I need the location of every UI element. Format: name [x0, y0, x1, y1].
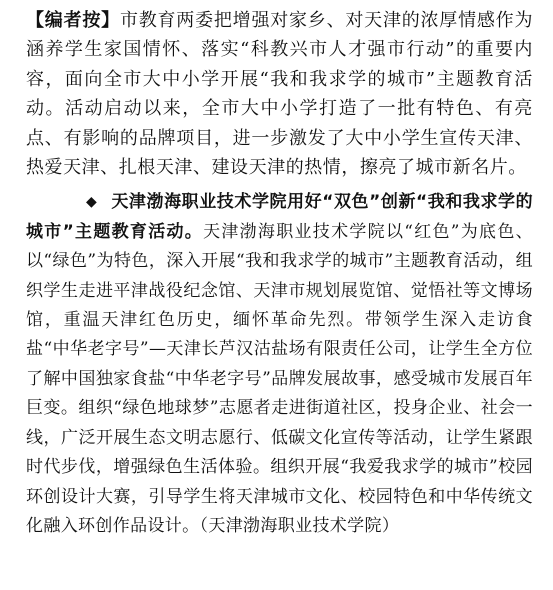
editor-note-tag: 【编者按】: [26, 10, 120, 31]
diamond-bullet-icon: ◆: [86, 194, 98, 211]
section-body-text: 天津渤海职业技术学院以“红色”为底色、以“绿色”为特色，深入开展“我和我求学的城市”主题教育活动，组织学生走进平津战役纪念馆、天津市规划展览馆、觉悟社等文博场馆，重温天津红色历史，缅怀革命先烈。带领学生深入走访食盐“中华老字号”—天津长芦汉沽盐场有限责任公司，让学生全方位了解中国独家食盐“中华老字号”品牌发展故事，感受城市发展百年巨变。组织“绿色地球梦”志愿者走进街道社区，投身企业、社会一线，广泛开展生态文明志愿行、低碳文化宣传等活动，让学生紧跟时代步伐，增强绿色生活体验。组织开展“我爱我求学的城市”校园环创设计大赛，引导学生将天津城市文化、校园特色和中华传统文化融入环创作品设计。（天津渤海职业技术学院）: [26, 221, 533, 536]
section-headline: [26, 188, 533, 541]
editor-note: [26, 6, 533, 182]
editor-note-text: 市教育两委把增强对家乡、对天津的浓厚情感作为涵养学生家国情怀、落实“科教兴市人才强市行动”的重要内容，面向全市大中小学开展“我和我求学的城市”主题教育活动。活动启动以来，全市大中小学打造了一批有特色、有亮点、有影响的品牌项目，进一步激发了大中小学生宣传天津、热爱天津、扎根天津、建设天津的热情，擦亮了城市新名片。: [26, 10, 533, 179]
section-headline-text: 天津渤海职业技术学院用好“双色”创新“我和我求学的城市”主题教育活动。: [26, 192, 533, 242]
